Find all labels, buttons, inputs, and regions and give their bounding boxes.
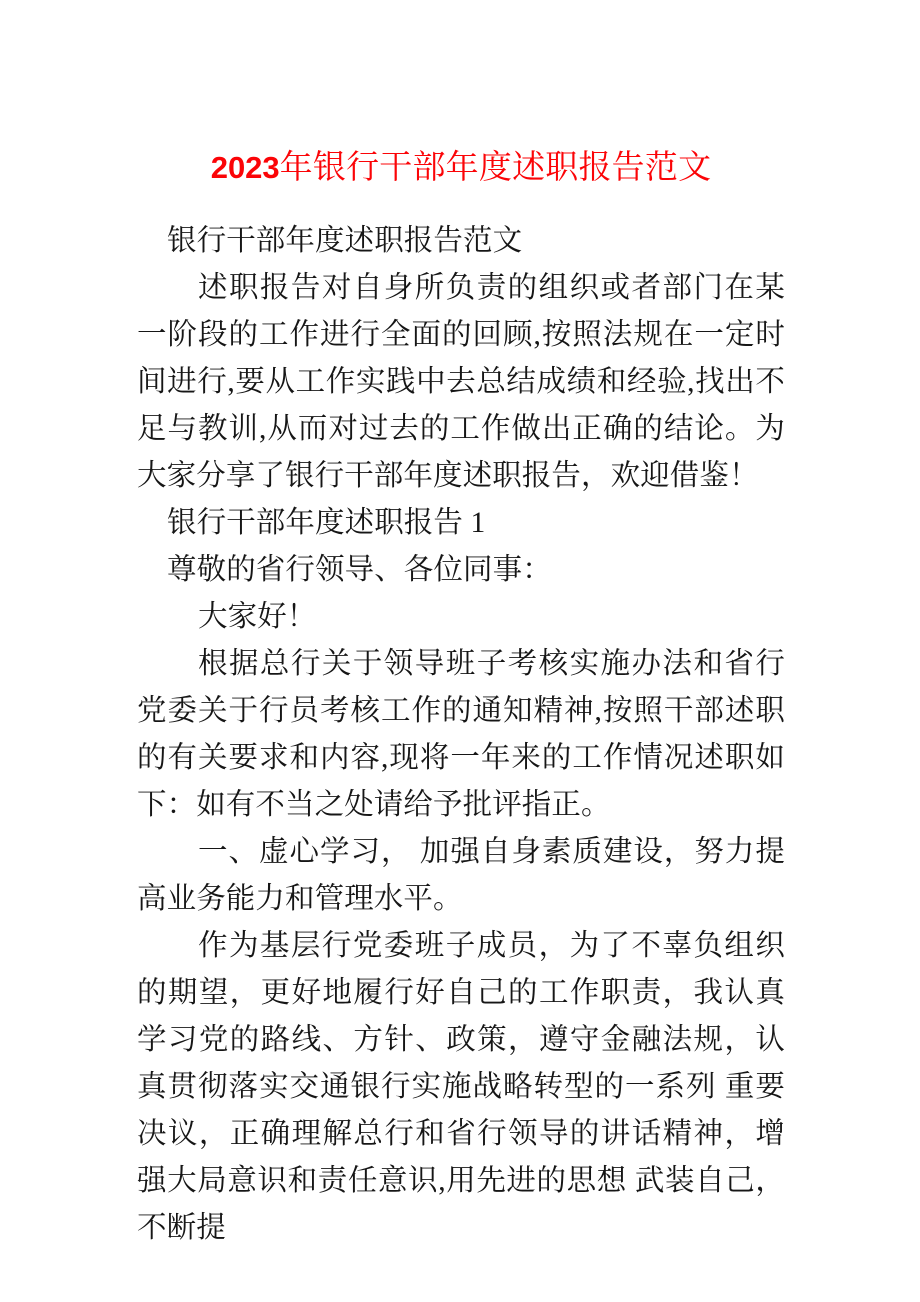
paragraph-section-heading-1: 银行干部年度述职报告 1: [167, 507, 486, 539]
paragraph-item-one-body: 作为基层行党委班子成员，为了不辜负组织的期望，更好地履行好自己的工作职责，我认真 学习党的路线、方针、政策，遵守金融法规，认真贯彻落实交通银行实施战略转型的一系列 重要决议，正确理解总行和省行领导的讲话精神，增强大局意识和责任意识,用先进的思想 武装自己，不断提: [137, 930, 785, 1244]
page-title-text: 年银行干部年度述职报告范文: [279, 150, 712, 186]
page-title: [137, 140, 785, 196]
paragraph-heading-item-one: 一、虚心学习， 加强自身素质建设，努力提高业务能力和管理水平。: [137, 836, 785, 915]
document-body: [137, 140, 785, 1252]
paragraph-subtitle: 银行干部年度述职报告范文: [167, 225, 523, 257]
paragraph-background: 根据总行关于领导班子考核实施办法和省行党委关于行员考核工作的通知精神,按照干部述职的有关要求和内容,现将一年来的工作情况述职如下：如有不当之处请给予批评指正。: [137, 648, 785, 821]
paragraph-salutation: 尊敬的省行领导、各位同事：: [167, 554, 552, 586]
page-title-year: 2023: [210, 150, 280, 185]
paragraph-greeting: 大家好！: [198, 601, 317, 633]
paragraph-intro: 述职报告对自身所负责的组织或者部门在某一阶段的工作进行全面的回顾,按照法规在一定时间进行,要从工作实践中去总结成绩和经验,找出不足与教训,从而对过去的工作做出正确的结论。为大家分享了银行干部年度述职报告，欢迎借鉴！: [137, 272, 785, 492]
